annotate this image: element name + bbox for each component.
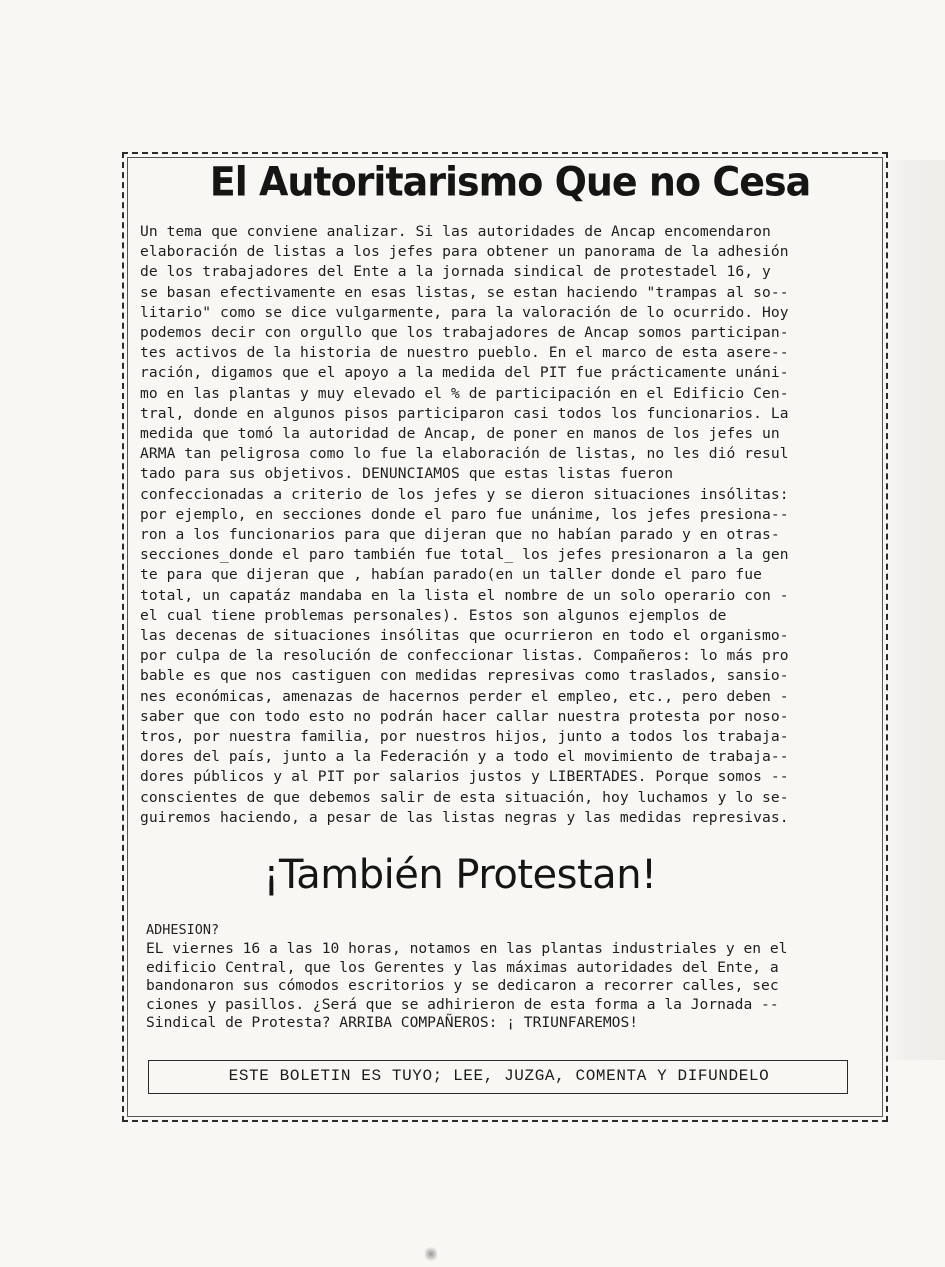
ink-smudge bbox=[425, 1245, 437, 1263]
adhesion-line: edificio Central, que los Gerentes y las máximas autoridades del Ente, a bbox=[146, 958, 779, 976]
body-line: tral, donde en algunos pisos participaron casi todos los funcionarios. La bbox=[140, 404, 789, 422]
body-line: podemos decir con orgullo que los trabajadores de Ancap somos participan- bbox=[140, 324, 789, 342]
body-line: ARMA tan peligrosa como lo fue la elaboración de listas, no les dió resul bbox=[140, 445, 789, 463]
body-line: guiremos haciendo, a pesar de las listas negras y las medidas represivas. bbox=[140, 808, 789, 826]
body-line: tes activos de la historia de nuestro pueblo. En el marco de esta asere-- bbox=[140, 344, 789, 362]
body-line: medida que tomó la autoridad de Ancap, de poner en manos de los jefes un bbox=[140, 425, 780, 443]
body-line: te para que dijeran que , habían parado(en un taller donde el paro fue bbox=[140, 566, 763, 584]
body-line: dores públicos y al PIT por salarios justos y LIBERTADES. Porque somos -- bbox=[140, 768, 789, 786]
body-line: confeccionadas a criterio de los jefes y se dieron situaciones insólitas: bbox=[140, 485, 789, 503]
adhesion-line: ciones y pasillos. ¿Será que se adhirieron de esta forma a la Jornada -- bbox=[146, 995, 779, 1013]
footer-banner bbox=[148, 1060, 848, 1094]
adhesion-line: bandonaron sus cómodos escritorios y se dedicaron a recorrer calles, sec bbox=[146, 977, 779, 994]
section-subtitle: ¡También Protestan! bbox=[263, 852, 657, 898]
page-edge-shadow bbox=[883, 160, 945, 1060]
article-body bbox=[140, 222, 880, 828]
adhesion-body bbox=[146, 940, 886, 1033]
body-line: tros, por nuestra familia, por nuestros hijos, junto a todos los trabaja- bbox=[140, 728, 789, 746]
footer-text: ESTE BOLETIN ES TUYO; LEE, JUZGA, COMENTA Y DIFUNDELO bbox=[228, 1067, 770, 1085]
adhesion-line: EL viernes 16 a las 10 horas, notamos en las plantas industriales y en el bbox=[146, 940, 788, 957]
body-line: ron a los funcionarios para que dijeran que no habían parado y en otras- bbox=[140, 526, 780, 544]
body-line: se basan efectivamente en esas listas, se estan haciendo "trampas al so-- bbox=[140, 283, 789, 301]
body-line: mo en las plantas y muy elevado el % de participación en el Edificio Cen- bbox=[140, 384, 789, 402]
bulletin-title: El Autoritarismo Que no Cesa bbox=[209, 158, 811, 206]
adhesion-label: ADHESION? bbox=[146, 922, 220, 938]
body-line: litario" como se dice vulgarmente, para la valoración de lo ocurrido. Hoy bbox=[140, 303, 789, 321]
body-line: nes económicas, amenazas de hacernos perder el empleo, etc., pero deben - bbox=[140, 687, 789, 705]
body-line: ración, digamos que el apoyo a la medida del PIT fue prácticamente unáni- bbox=[140, 364, 789, 382]
body-line: total, un capatáz mandaba en la lista el nombre de un solo operario con - bbox=[140, 586, 789, 604]
body-line: elaboración de listas a los jefes para obtener un panorama de la adhesión bbox=[140, 243, 789, 261]
body-line: dores del país, junto a la Federación y a todo el movimiento de trabaja-- bbox=[140, 748, 789, 766]
body-line: bable es que nos castiguen con medidas represivas como traslados, sansio- bbox=[140, 667, 789, 685]
body-line: por ejemplo, en secciones donde el paro fue unánime, los jefes presiona-- bbox=[140, 505, 789, 523]
body-line: las decenas de situaciones insólitas que ocurrieron en todo el organismo- bbox=[140, 627, 789, 645]
body-line: Un tema que conviene analizar. Si las autoridades de Ancap encomendaron bbox=[140, 223, 771, 240]
body-line: secciones_donde el paro también fue total_ los jefes presionaron a la gen bbox=[140, 546, 789, 564]
body-line: conscientes de que debemos salir de esta situación, hoy luchamos y lo se- bbox=[140, 788, 789, 806]
body-line: por culpa de la resolución de confeccionar listas. Compañeros: lo más pro bbox=[140, 647, 789, 665]
adhesion-line: Sindical de Protesta? ARRIBA COMPAÑEROS: ¡ TRIUNFAREMOS! bbox=[146, 1014, 639, 1031]
body-line: de los trabajadores del Ente a la jornada sindical de protestadel 16, y bbox=[140, 263, 771, 281]
body-line: tado para sus objetivos. DENUNCIAMOS que estas listas fueron bbox=[140, 465, 674, 483]
body-line: saber que con todo esto no podrán hacer callar nuestra protesta por noso- bbox=[140, 707, 789, 725]
body-line: el cual tiene problemas personales). Estos son algunos ejemplos de bbox=[140, 606, 727, 624]
